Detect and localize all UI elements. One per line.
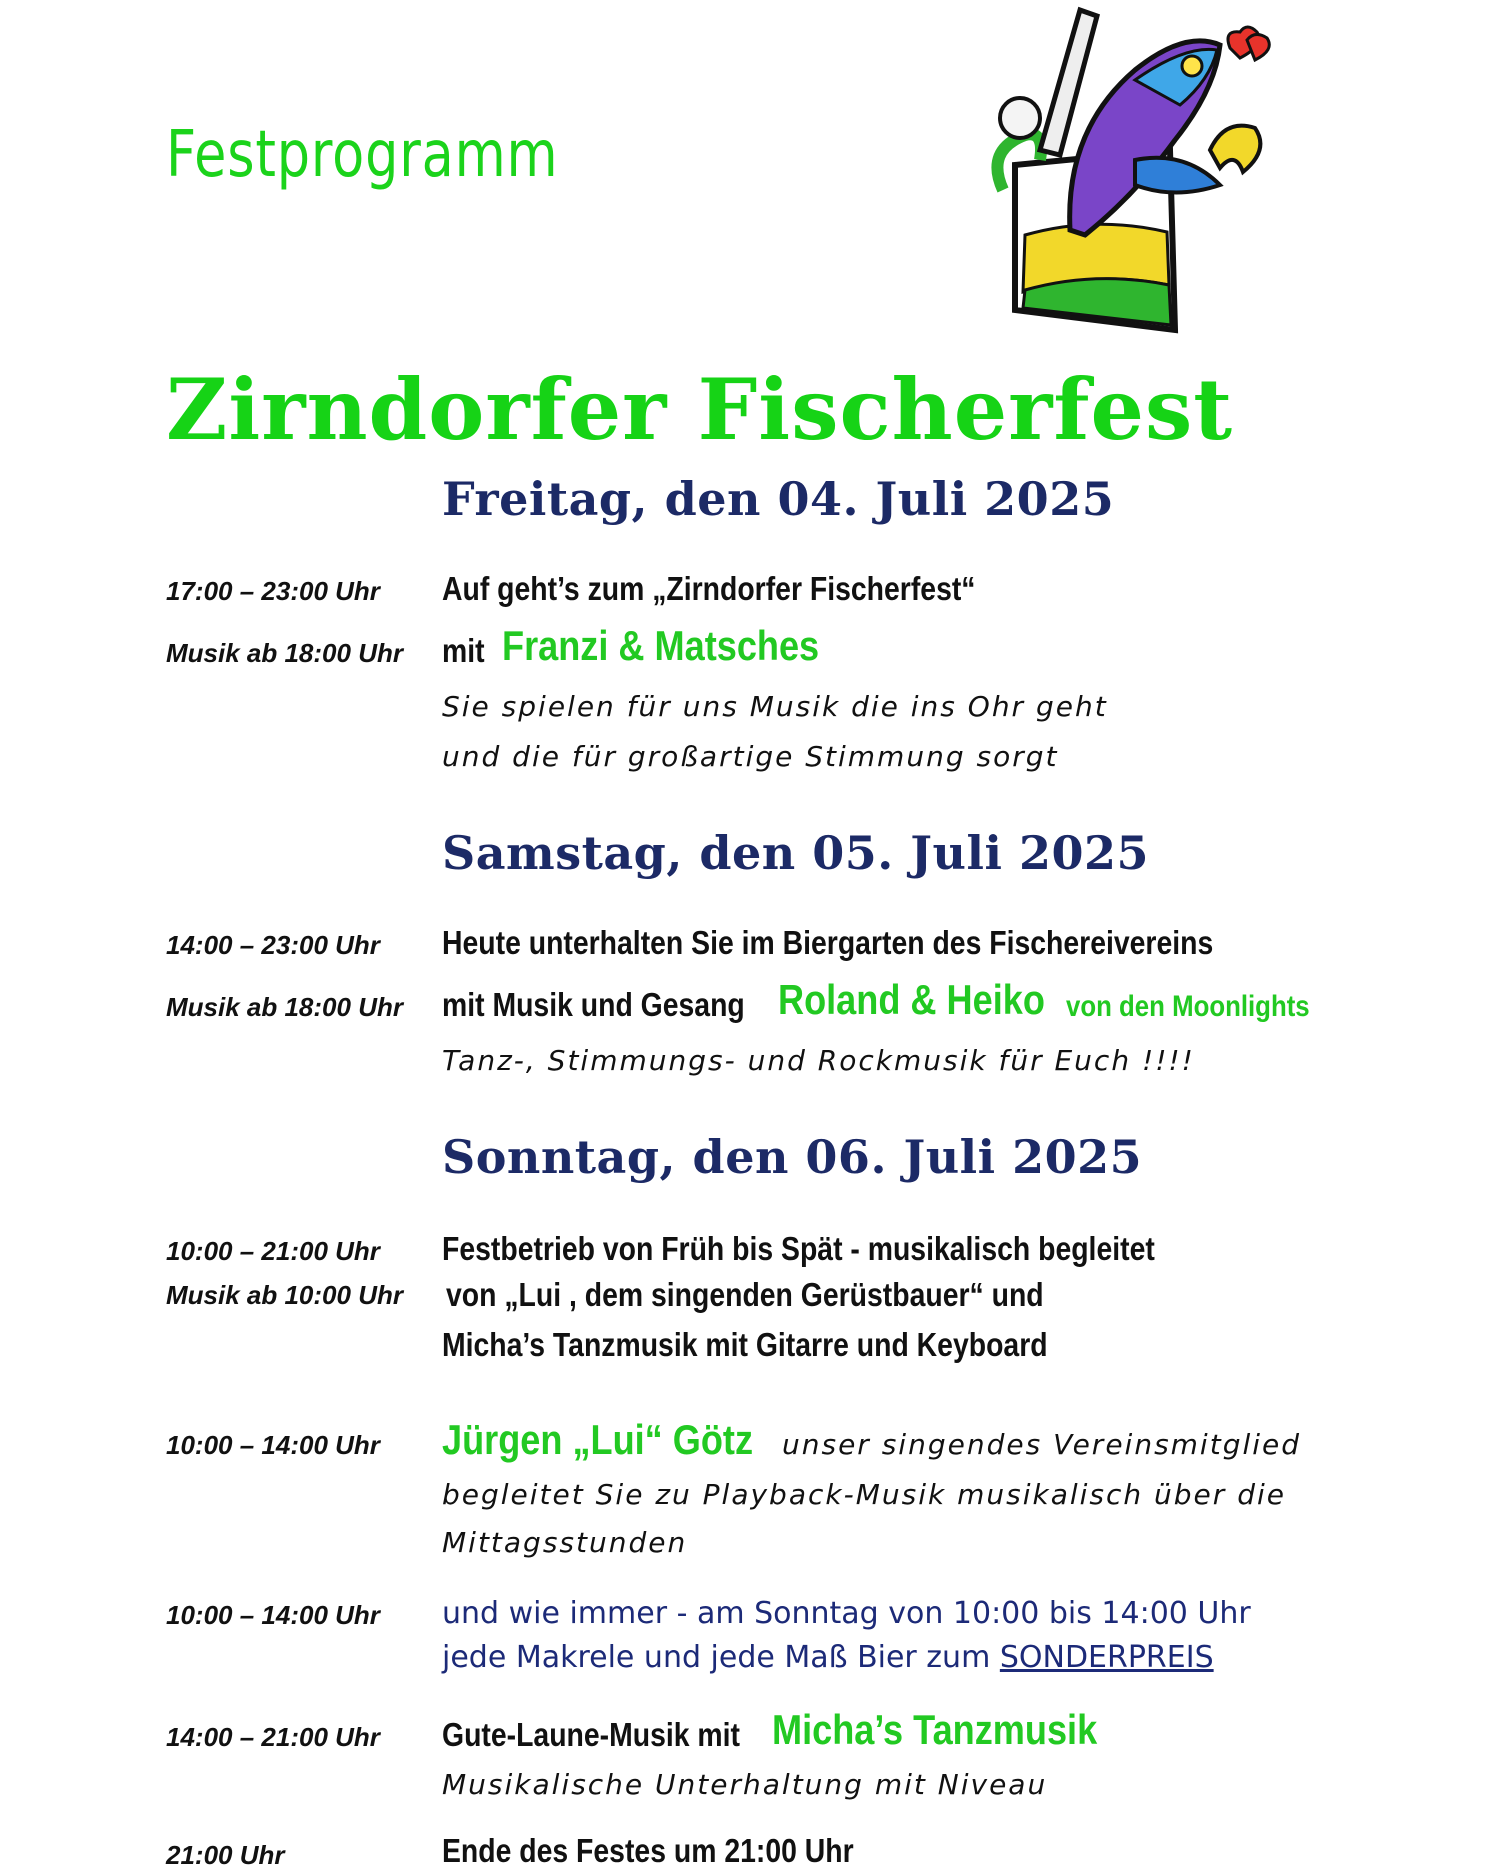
- sonderpreis-label: SONDERPREIS: [999, 1640, 1214, 1675]
- sunday-time-3: 10:00 – 14:00 Uhr: [166, 1430, 380, 1460]
- sunday-text-3: Micha’s Tanzmusik mit Gitarre und Keyboard: [442, 1326, 1048, 1363]
- sunday-time-4: 10:00 – 14:00 Uhr: [166, 1600, 380, 1630]
- sunday-time-6: 21:00 Uhr: [166, 1840, 285, 1870]
- festprogramm-heading: Festprogramm: [166, 118, 559, 192]
- sunday-desc-5: Musikalische Unterhaltung mit Niveau: [442, 1768, 1048, 1801]
- sunday-heading: Sonntag, den 06. Juli 2025: [442, 1130, 1143, 1184]
- saturday-text-1: Heute unterhalten Sie im Biergarten des Fischereivereins: [442, 924, 1214, 961]
- sunday-artist-desc-2: begleitet Sie zu Playback-Musik musikalisch über die: [442, 1478, 1286, 1511]
- friday-time-1: 17:00 – 23:00 Uhr: [166, 576, 380, 606]
- sunday-text-5: Gute-Laune-Musik mit: [442, 1716, 741, 1753]
- sunday-offer-2: [442, 1640, 1214, 1675]
- sunday-band-5: Micha’s Tanzmusik: [772, 1706, 1098, 1753]
- sunday-offer-1: und wie immer - am Sonntag von 10:00 bis 14:00 Uhr: [442, 1596, 1251, 1631]
- fish-logo-icon: [985, 0, 1280, 345]
- saturday-time-1: 14:00 – 23:00 Uhr: [166, 930, 380, 960]
- sunday-offer-2-text: jede Makrele und jede Maß Bier zum: [442, 1640, 991, 1675]
- sunday-artist-desc-3: Mittagsstunden: [442, 1526, 688, 1559]
- sunday-artist-desc-1: unser singendes Vereinsmitglied: [782, 1428, 1302, 1461]
- friday-heading: Freitag, den 04. Juli 2025: [442, 472, 1115, 526]
- festival-title: Zirndorfer Fischerfest: [166, 360, 1234, 459]
- saturday-band: Roland & Heiko: [778, 976, 1045, 1023]
- saturday-band-suffix: von den Moonlights: [1066, 990, 1310, 1023]
- sunday-artist: Jürgen „Lui“ Götz: [442, 1416, 754, 1463]
- friday-mit: mit: [442, 632, 485, 669]
- friday-band: Franzi & Matsches: [502, 622, 820, 669]
- saturday-text-2: mit Musik und Gesang: [442, 986, 745, 1023]
- sunday-time-5: 14:00 – 21:00 Uhr: [166, 1722, 380, 1752]
- sunday-text-6: Ende des Festes um 21:00 Uhr: [442, 1832, 854, 1869]
- friday-desc-2: und die für großartige Stimmung sorgt: [442, 740, 1059, 773]
- friday-desc-1: Sie spielen für uns Musik die ins Ohr geht: [442, 690, 1108, 723]
- sunday-time-1: 10:00 – 21:00 Uhr: [166, 1236, 380, 1266]
- saturday-heading: Samstag, den 05. Juli 2025: [442, 826, 1149, 880]
- sunday-text-2: von „Lui , dem singenden Gerüstbauer“ und: [446, 1276, 1044, 1313]
- sunday-text-1: Festbetrieb von Früh bis Spät - musikalisch begleitet: [442, 1230, 1155, 1267]
- saturday-time-2: Musik ab 18:00 Uhr: [166, 992, 403, 1022]
- saturday-desc-1: Tanz-, Stimmungs- und Rockmusik für Euch !!!!: [442, 1044, 1195, 1077]
- friday-time-2: Musik ab 18:00 Uhr: [166, 638, 403, 668]
- friday-text-1: Auf geht’s zum „Zirndorfer Fischerfest“: [442, 570, 976, 607]
- sunday-time-2: Musik ab 10:00 Uhr: [166, 1280, 403, 1310]
